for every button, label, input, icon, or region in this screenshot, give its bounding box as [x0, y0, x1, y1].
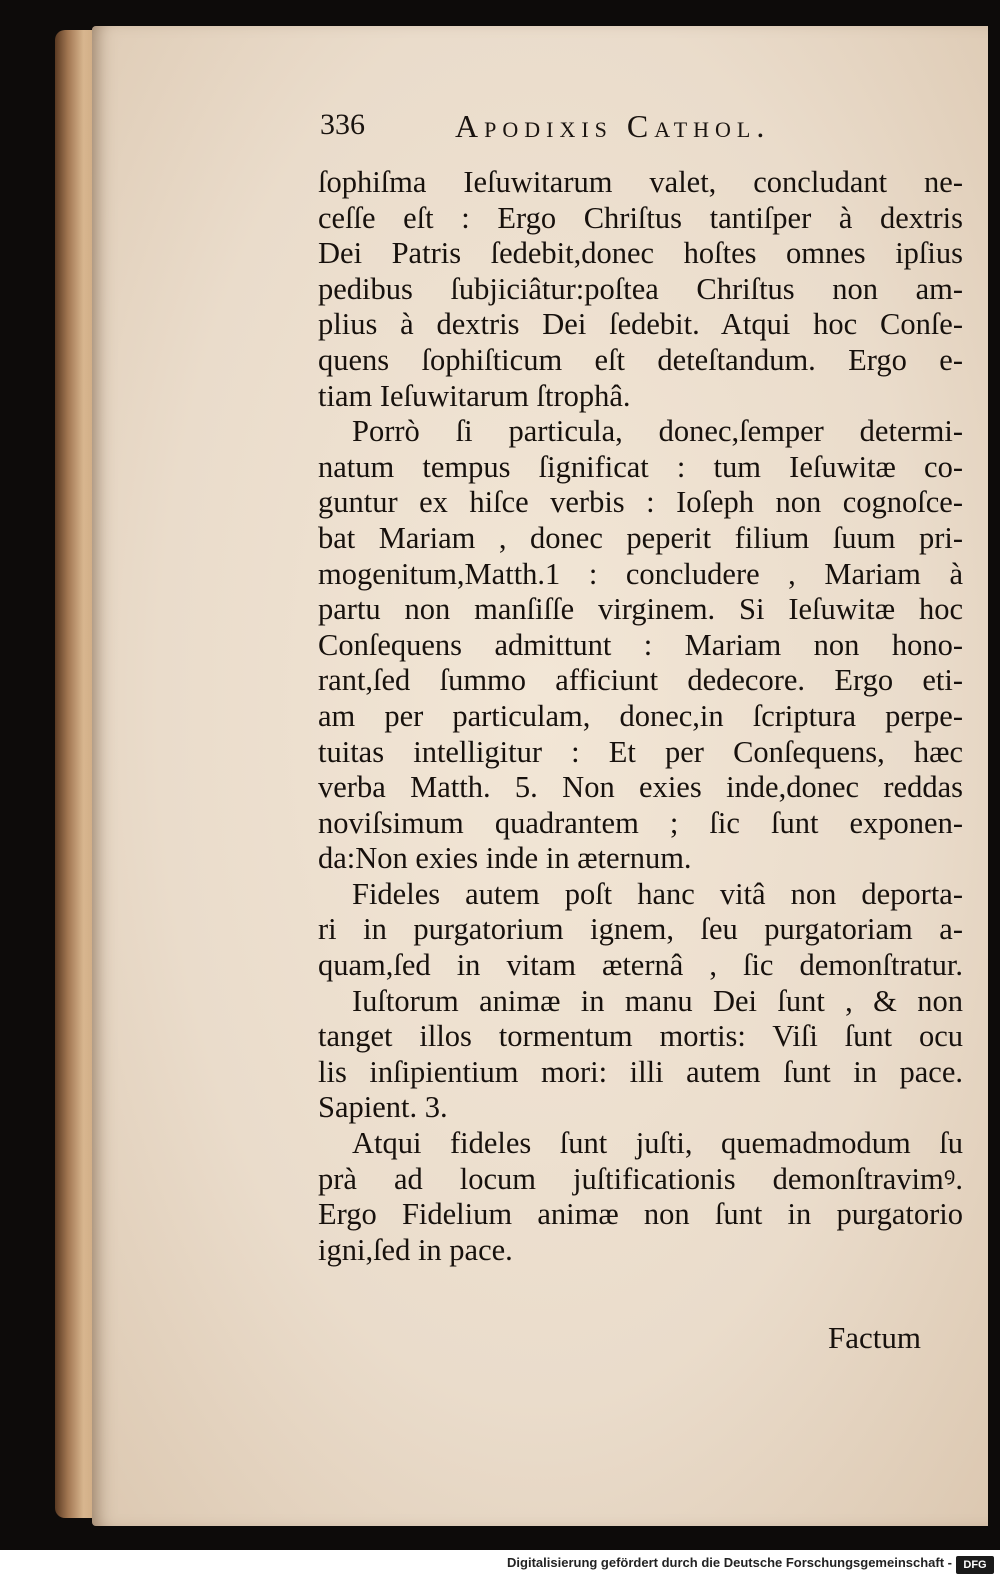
text-line: quam,ſed in vitam æternâ , ſic demonſtratur.	[318, 948, 963, 983]
paragraph-start-line: Porrò ſi particula, donec,ſemper determi-	[352, 414, 963, 449]
text-line: partu non manſiſſe virginem. Si Ieſuwitæ hoc	[318, 592, 963, 627]
running-title: Apodixis Cathol.	[455, 108, 771, 144]
text-line: mogenitum,Matth.1 : concludere , Mariam à	[318, 556, 963, 591]
text-line: am per particulam, donec,in ſcriptura perpe-	[318, 698, 963, 733]
text-line: Sapient. 3.	[318, 1090, 448, 1125]
catchword: Factum	[828, 1320, 921, 1355]
text-line: tuitas intelligitur : Et per Conſequens, hæc	[318, 734, 963, 769]
text-line: tiam Ieſuwitarum ſtrophâ.	[318, 378, 631, 413]
text-line: ſophiſma Ieſuwitarum valet, concludant ne-	[318, 165, 963, 199]
text-line: lis inſipientium mori: illi autem ſunt in pace.	[318, 1054, 963, 1089]
text-line: bat Mariam , donec peperit filium ſuum pri-	[318, 520, 963, 555]
text-line: Ergo Fidelium animæ non ſunt in purgatorio	[318, 1197, 963, 1232]
text-line: ceſſe eſt : Ergo Chriſtus tantiſper à dextris	[318, 200, 963, 235]
text-line: Conſequens admittunt : Mariam non hono-	[318, 627, 963, 662]
text-line: da:Non exies inde in æternum.	[318, 841, 692, 876]
text-line: rant,ſed ſummo afficiunt dedecore. Ergo eti-	[318, 663, 963, 698]
text-line: prà ad locum juſtificationis demonſtravimꝰ.	[318, 1161, 963, 1196]
page-body	[318, 165, 963, 1268]
text-line: guntur ex hiſce verbis : Ioſeph non cognoſce-	[318, 485, 963, 520]
text-line: plius à dextris Dei ſedebit. Atqui hoc Conſe-	[318, 307, 963, 342]
paragraph-start-line: Iuſtorum animæ in manu Dei ſunt , & non	[352, 983, 963, 1018]
paragraph-start-line: Fideles autem poſt hanc vitâ non deporta-	[352, 876, 963, 911]
text-line: pedibus ſubjiciâtur:poſtea Chriſtus non am-	[318, 271, 963, 306]
funding-credit: Digitalisierung gefördert durch die Deutsche Forschungsgemeinschaft -	[507, 1555, 952, 1570]
text-line: noviſsimum quadrantem ; ſic ſunt exponen-	[318, 805, 963, 840]
text-line: verba Matth. 5. Non exies inde,donec reddas	[318, 770, 963, 805]
text-line: igni,ſed in pace.	[318, 1232, 513, 1267]
text-line: quens ſophiſticum eſt deteſtandum. Ergo e-	[318, 342, 963, 377]
text-line: tanget illos tormentum mortis: Viſi ſunt ocu	[318, 1019, 963, 1054]
digitization-footer	[0, 1550, 1000, 1582]
text-line: Dei Patris ſedebit,donec hoſtes omnes ipſius	[318, 236, 963, 271]
page-number: 336	[320, 108, 365, 141]
paragraph-start-line: Atqui fideles ſunt juſti, quemadmodum ſu	[352, 1126, 963, 1161]
dfg-logo: DFG	[956, 1556, 994, 1574]
text-line: ri in purgatorium ignem, ſeu purgatoriam a-	[318, 912, 963, 947]
text-line: natum tempus ſignificat : tum Ieſuwitæ co-	[318, 449, 963, 484]
